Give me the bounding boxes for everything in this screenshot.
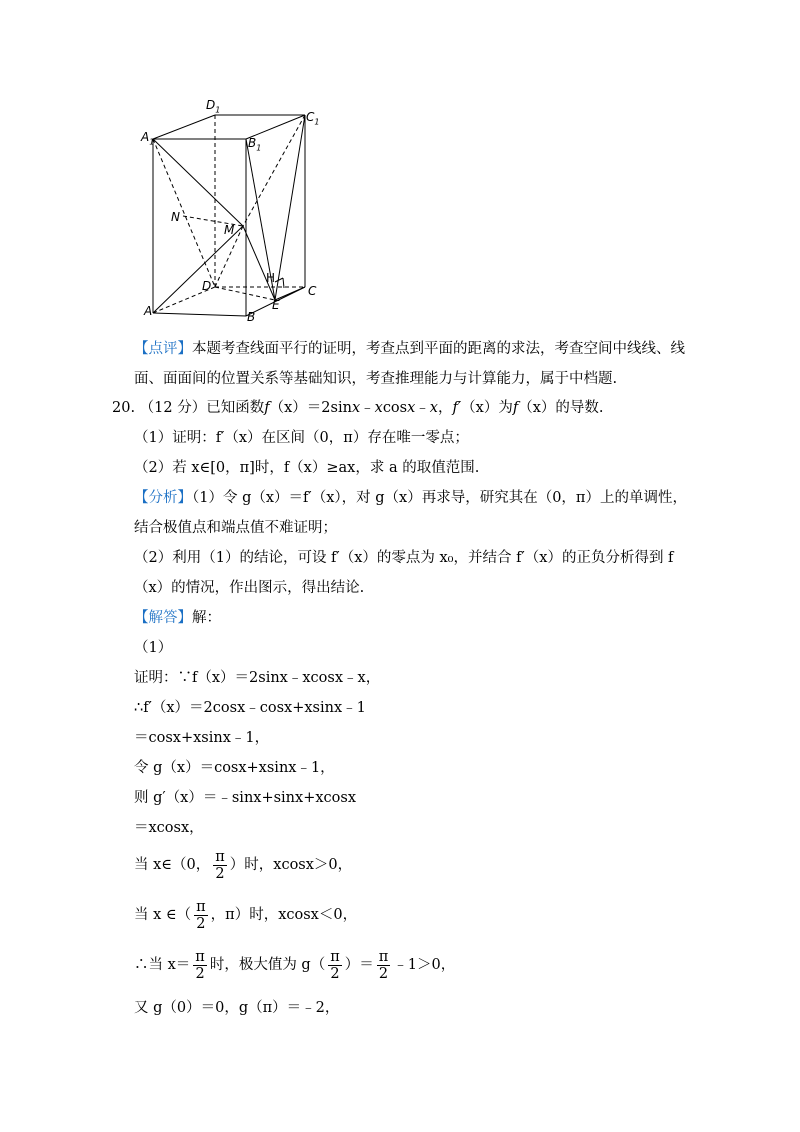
analysis-line-4: （x）的情况，作出图示，得出结论. (134, 580, 365, 596)
fraction-pi-over-2 (193, 949, 207, 982)
problem-part-1: （1）证明：f′（x）在区间（0，π）存在唯一零点； (134, 430, 469, 446)
label-C1: $C_1$ (306, 110, 320, 127)
stmt-d: x (374, 400, 383, 416)
s10-mid2: ）＝ (344, 957, 374, 973)
s9-pre: 当 x ∈（ (134, 907, 192, 923)
frac-den: 2 (378, 965, 389, 982)
analysis-line-2: 结合极值点和端点值不难证明； (134, 520, 337, 536)
label-A: A (144, 304, 153, 318)
solution-step-10 (134, 948, 455, 982)
fraction-pi-over-2 (213, 849, 227, 882)
frac-num: π (330, 948, 340, 965)
prism-figure (138, 96, 328, 328)
stmt-k: （x）为 (461, 400, 513, 416)
solution-step-5: 令 g（x）＝cosx+xsinx﹣1， (134, 760, 335, 776)
label-A1: $A_1$ (141, 130, 155, 147)
label-D1: $D_1$ (206, 98, 221, 115)
label-H: H (266, 271, 276, 285)
solution-step-1: （1） (134, 640, 173, 656)
stmt-i: ， (437, 400, 453, 416)
stmt-f2: x (407, 400, 416, 416)
stmt-m: （x）的导数. (518, 400, 604, 416)
analysis-tag: 【分析】 (134, 490, 192, 506)
label-D: D (202, 279, 212, 293)
comment-line-1 (134, 339, 685, 359)
stmt-l: f (512, 400, 519, 416)
frac-num: π (196, 898, 206, 915)
solution-step-7: ＝xcosx， (134, 820, 204, 836)
fraction-pi-over-2 (328, 949, 342, 982)
problem-statement (112, 398, 604, 418)
label-C: C (308, 284, 317, 298)
frac-den: 2 (196, 915, 206, 932)
solution-tag: 【解答】 (134, 610, 192, 626)
problem-score: （12 分）已知函数 (139, 400, 265, 416)
s10-pre: ∴当 x＝ (134, 957, 191, 973)
solution-step-4: ＝cosx+xsinx﹣1， (134, 730, 270, 746)
stmt-a: （x）＝2sin (269, 400, 352, 416)
stmt-g: ﹣ (415, 400, 430, 416)
comment-tag: 【点评】 (134, 341, 192, 357)
label-N: N (171, 210, 180, 224)
stmt-c: ﹣ (360, 400, 375, 416)
label-M: M (224, 223, 235, 237)
stmt-f: f (264, 400, 270, 416)
analysis-line-1 (134, 488, 687, 508)
label-E: E (272, 298, 280, 312)
analysis-line-3: （2）利用（1）的结论，可设 f′（x）的零点为 x₀，并结合 f′（x）的正负分析得到 f (134, 550, 674, 566)
solution-step-8 (134, 848, 352, 882)
frac-den: 2 (330, 965, 340, 982)
analysis-text-1: （1）令 g（x）＝f′（x），对 g（x）再求导，研究其在（0，π）上的单调性， (192, 490, 687, 506)
s10-post: ﹣1＞0， (393, 957, 456, 973)
solution-step-6: 则 g′（x）＝﹣sinx+sinx+xcosx (134, 790, 356, 806)
comment-line-2: 面、面面间的位置关系等基础知识，考查推理能力与计算能力，属于中档题. (134, 371, 618, 387)
stmt-b: x (351, 400, 361, 416)
solution-step-11: 又 g（0）＝0，g（π）＝﹣2， (134, 1000, 340, 1016)
solution-step-3: ∴f′（x）＝2cosx﹣cosx+xsinx﹣1 (134, 700, 366, 716)
solution-step-2: 证明：∵f（x）＝2sinx﹣xcosx﹣x， (134, 670, 381, 686)
problem-number: 20. (112, 400, 136, 416)
prism-diagram (138, 96, 328, 328)
s8-post: ）时，xcosx＞0， (229, 857, 353, 873)
problem-part-2: （2）若 x∈[0，π]时，f（x）≥ax，求 a 的取值范围. (134, 460, 480, 476)
frac-num: π (378, 948, 389, 965)
s10-mid: 时，极大值为 g（ (209, 957, 326, 973)
stmt-h: x (429, 400, 438, 416)
label-B: B (247, 310, 256, 324)
s8-pre: 当 x∈（0， (134, 857, 211, 873)
solution-header (134, 608, 221, 628)
frac-num: π (195, 948, 205, 965)
s9-post: ，π）时，xcosx＜0， (210, 907, 358, 923)
comment-text-1: 本题考查线面平行的证明，考查点到平面的距离的求法，考查空间中线线、线 (192, 341, 685, 357)
frac-den: 2 (215, 865, 225, 882)
stmt-j: f′ (452, 400, 462, 416)
solution-tag-after: 解： (192, 610, 221, 626)
solution-step-9 (134, 898, 357, 932)
fraction-pi-over-2 (377, 949, 391, 982)
fraction-pi-over-2 (194, 899, 208, 932)
stmt-e: cos (382, 400, 408, 416)
label-B1: $B_1$ (248, 136, 262, 153)
frac-den: 2 (195, 965, 205, 982)
frac-num: π (215, 848, 225, 865)
